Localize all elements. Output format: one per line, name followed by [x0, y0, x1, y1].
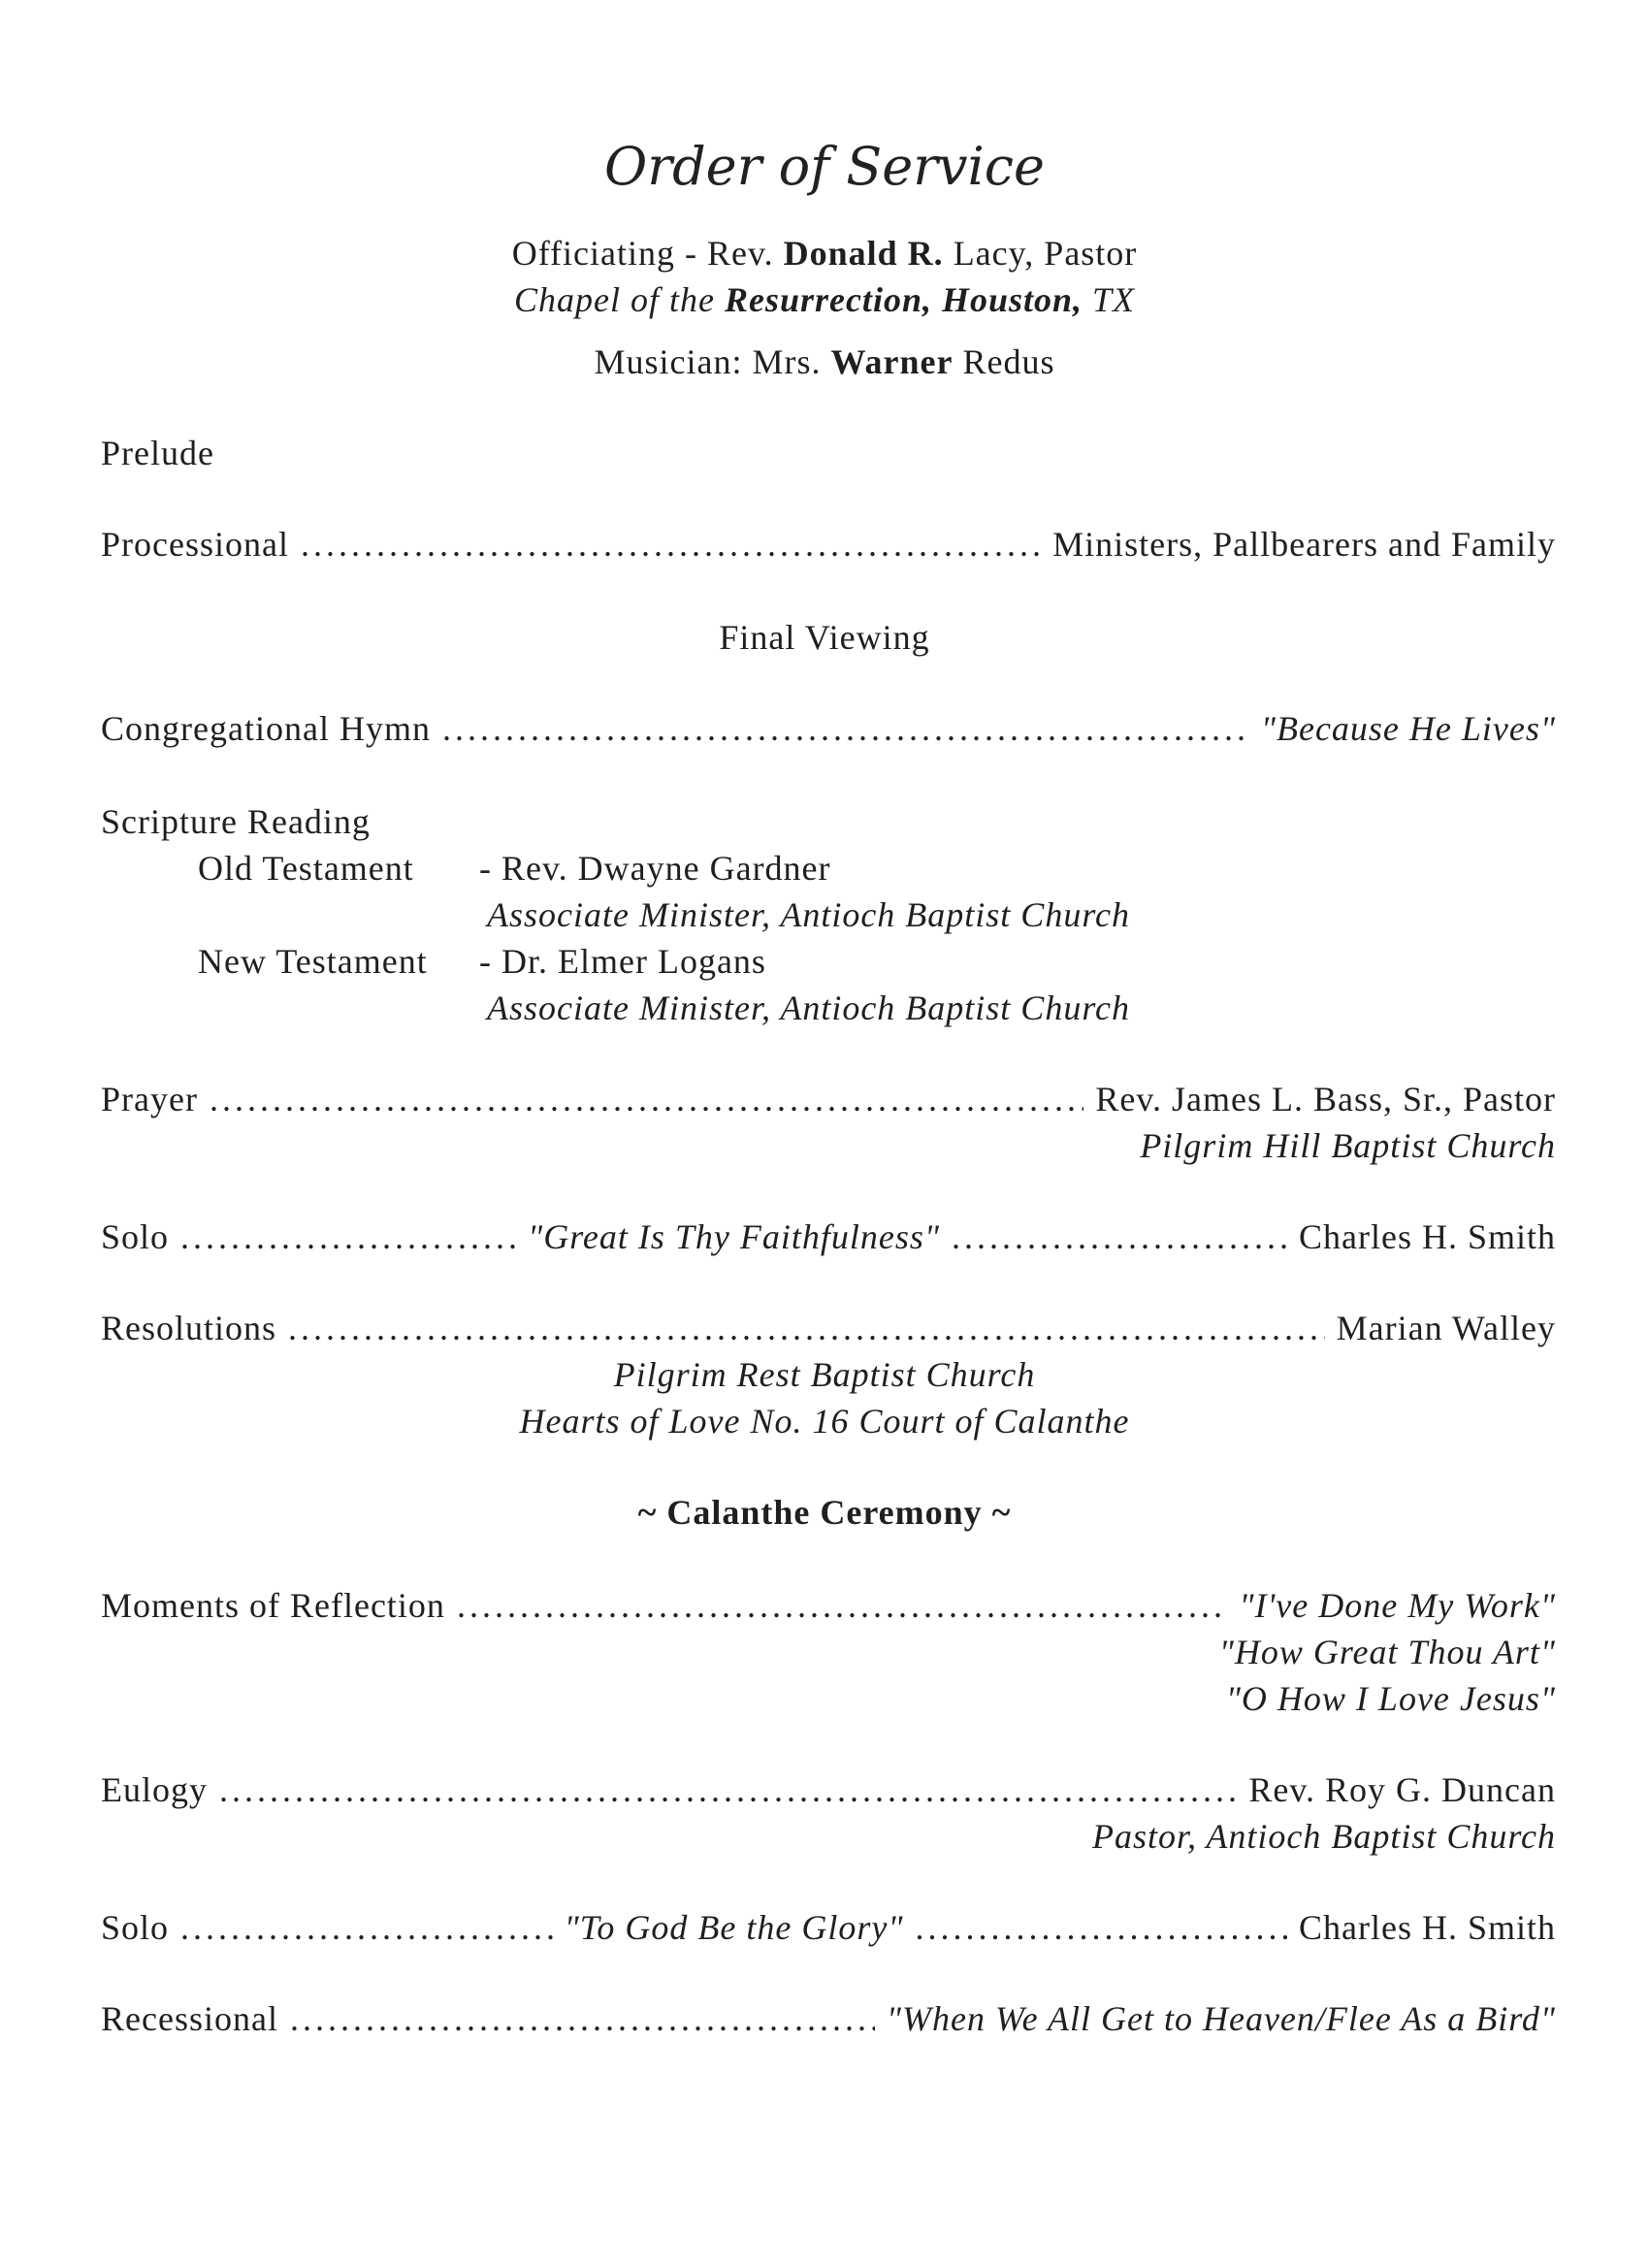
old-testament-reader-title: Associate Minister, Antioch Baptist Church [487, 895, 1130, 934]
solo-1-song: "Great Is Thy Faithfulness" [528, 1217, 940, 1256]
leader-dots [457, 1585, 1228, 1626]
eulogy-row [101, 1769, 1556, 1810]
reflection-row [101, 1585, 1556, 1626]
chapel-b: Resurrection, Houston, [724, 280, 1083, 319]
solo-2-singer: Charles H. Smith [1299, 1908, 1557, 1947]
chapel-a: Chapel of the [513, 280, 715, 319]
officiating-prefix: Officiating - Rev. [511, 234, 774, 273]
final-viewing-heading: Final Viewing [719, 618, 930, 657]
processional-row [101, 524, 1556, 565]
reflection-song-1: "I've Done My Work" [1239, 1586, 1556, 1625]
leader-dots [290, 1998, 875, 2039]
processional-value: Ministers, Pallbearers and Family [1052, 525, 1556, 564]
chapel-line [0, 279, 1649, 320]
resolutions-court: Hearts of Love No. 16 Court of Calanthe [519, 1402, 1130, 1441]
musician-prefix: Musician: Mrs. [594, 342, 822, 381]
leader-dots [180, 1907, 553, 1948]
scripture-heading: Scripture Reading [101, 802, 371, 841]
processional-label: Processional [101, 525, 289, 564]
musician-name: Warner [830, 342, 954, 381]
prayer-value: Rev. James L. Bass, Sr., Pastor [1095, 1080, 1556, 1118]
leader-dots [210, 1079, 1083, 1119]
leader-dots [952, 1216, 1287, 1257]
resolutions-church: Pilgrim Rest Baptist Church [613, 1355, 1036, 1394]
leader-dots [442, 708, 1249, 749]
new-testament-reader-title: Associate Minister, Antioch Baptist Church [487, 988, 1130, 1027]
old-testament-reader: - Rev. Dwayne Gardner [479, 849, 831, 888]
solo-2-song: "To God Be the Glory" [564, 1908, 904, 1947]
eulogy-value: Rev. Roy G. Duncan [1248, 1770, 1556, 1809]
reflection-label: Moments of Reflection [101, 1586, 445, 1625]
page-title: Order of Service [604, 136, 1045, 197]
leader-dots [288, 1308, 1325, 1348]
solo-2-row [101, 1907, 1556, 1948]
reflection-song-2: "How Great Thou Art" [1218, 1633, 1556, 1671]
leader-dots [219, 1769, 1237, 1810]
officiating-line [0, 233, 1649, 274]
chapel-c: TX [1092, 280, 1136, 319]
resolutions-label: Resolutions [101, 1309, 277, 1347]
solo-1-label: Solo [101, 1217, 170, 1256]
new-testament-label: New Testament [198, 942, 428, 981]
leader-dots [915, 1907, 1287, 1948]
musician-line [0, 341, 1649, 382]
officiating-suffix: Lacy, Pastor [953, 234, 1138, 273]
hymn-value: "Because He Lives" [1260, 709, 1556, 748]
hymn-label: Congregational Hymn [101, 709, 431, 748]
prayer-row [101, 1079, 1556, 1119]
resolutions-value: Marian Walley [1336, 1309, 1556, 1347]
solo-1-singer: Charles H. Smith [1299, 1217, 1557, 1256]
prelude-item: Prelude [101, 434, 214, 472]
officiating-name: Donald R. [783, 234, 944, 273]
musician-suffix: Redus [962, 342, 1055, 381]
reflection-song-3: "O How I Love Jesus" [1225, 1679, 1556, 1718]
recessional-row [101, 1998, 1556, 2039]
old-testament-label: Old Testament [198, 849, 414, 888]
leader-dots [180, 1216, 516, 1257]
resolutions-row [101, 1308, 1556, 1348]
hymn-row [101, 708, 1556, 749]
calanthe-ceremony-heading: ~ Calanthe Ceremony ~ [637, 1493, 1012, 1532]
new-testament-reader: - Dr. Elmer Logans [479, 942, 766, 981]
solo-1-row [101, 1216, 1556, 1257]
eulogy-label: Eulogy [101, 1770, 208, 1809]
solo-2-label: Solo [101, 1908, 170, 1947]
recessional-label: Recessional [101, 1999, 278, 2038]
prayer-church: Pilgrim Hill Baptist Church [1140, 1126, 1556, 1165]
eulogy-title: Pastor, Antioch Baptist Church [1091, 1817, 1556, 1856]
leader-dots [301, 524, 1041, 565]
recessional-value: "When We All Get to Heaven/Flee As a Bird" [886, 1999, 1556, 2038]
prayer-label: Prayer [101, 1080, 198, 1118]
